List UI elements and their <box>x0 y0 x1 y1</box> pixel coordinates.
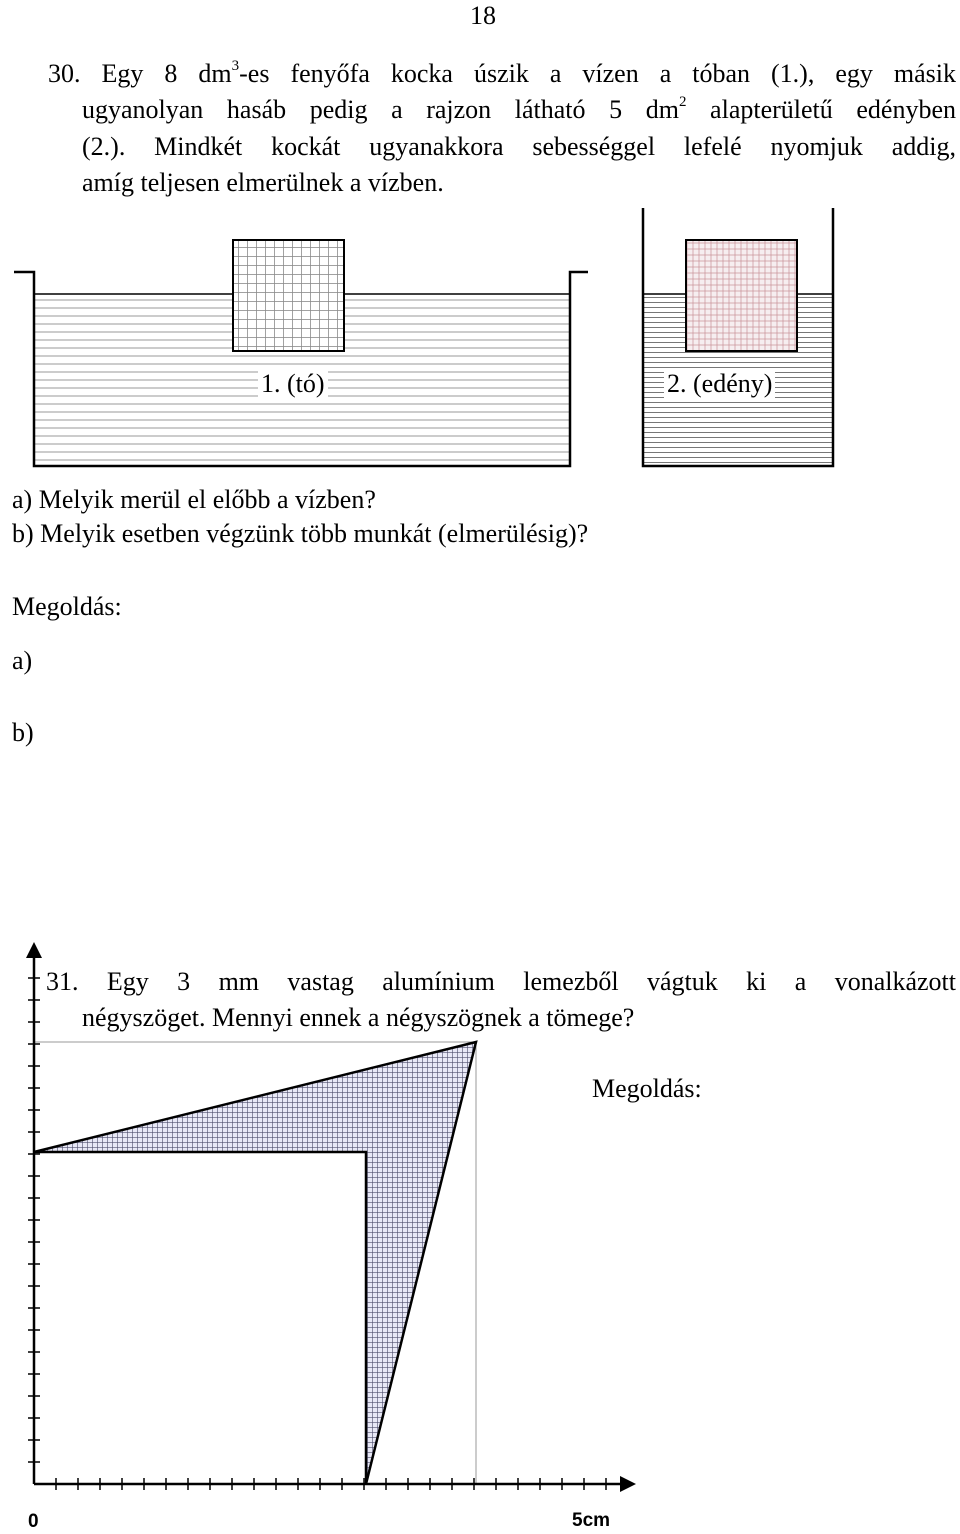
problem30-line1-sup: 3 <box>231 58 240 75</box>
x-axis <box>34 1476 636 1492</box>
problem30-line2-sup: 2 <box>678 94 687 111</box>
problem31-line2: négyszöget. Mennyi ennek a négyszögnek a tömege? <box>82 1003 635 1032</box>
question-a: a) Melyik merül el előbb a vízben? <box>12 485 376 514</box>
solution-label-31: Megoldás: <box>592 1074 702 1103</box>
label-pond: 1. (tó) <box>258 368 328 400</box>
solution-label-30: Megoldás: <box>12 592 122 621</box>
axis-label-origin: 0 <box>28 1511 39 1532</box>
hatched-quadrilateral <box>34 1042 476 1484</box>
question-b: b) Melyik esetben végzünk több munkát (elmerülésig)? <box>12 519 589 548</box>
answer-b: b) <box>12 718 34 747</box>
page-number: 18 <box>470 1 496 30</box>
problem30-line1-b: -es fenyőfa kocka úszik a vízen a tóban (1.), egy másik <box>239 59 956 88</box>
problem30-line2-a: ugyanolyan hasáb pedig a rajzon látható 5 dm <box>82 95 679 124</box>
axis-label-5cm: 5cm <box>572 1510 611 1531</box>
problem30-line4: amíg teljesen elmerülnek a vízben. <box>82 168 444 197</box>
y-axis <box>26 942 42 1484</box>
label-vessel: 2. (edény) <box>664 368 775 400</box>
problem30-line2-b: alapterületű edényben <box>686 95 956 124</box>
answer-a: a) <box>12 646 33 675</box>
x-axis-arrow-icon <box>620 1476 636 1492</box>
problem31-line1: 31. Egy 3 mm vastag alumínium lemezből vágtuk ki a vonalkázott <box>46 967 956 996</box>
problem30-line3: (2.). Mindkét kockát ugyanakkora sebességgel lefelé nyomjuk addig, <box>82 132 956 161</box>
problem30-line1-a: 30. Egy 8 dm <box>48 59 232 88</box>
